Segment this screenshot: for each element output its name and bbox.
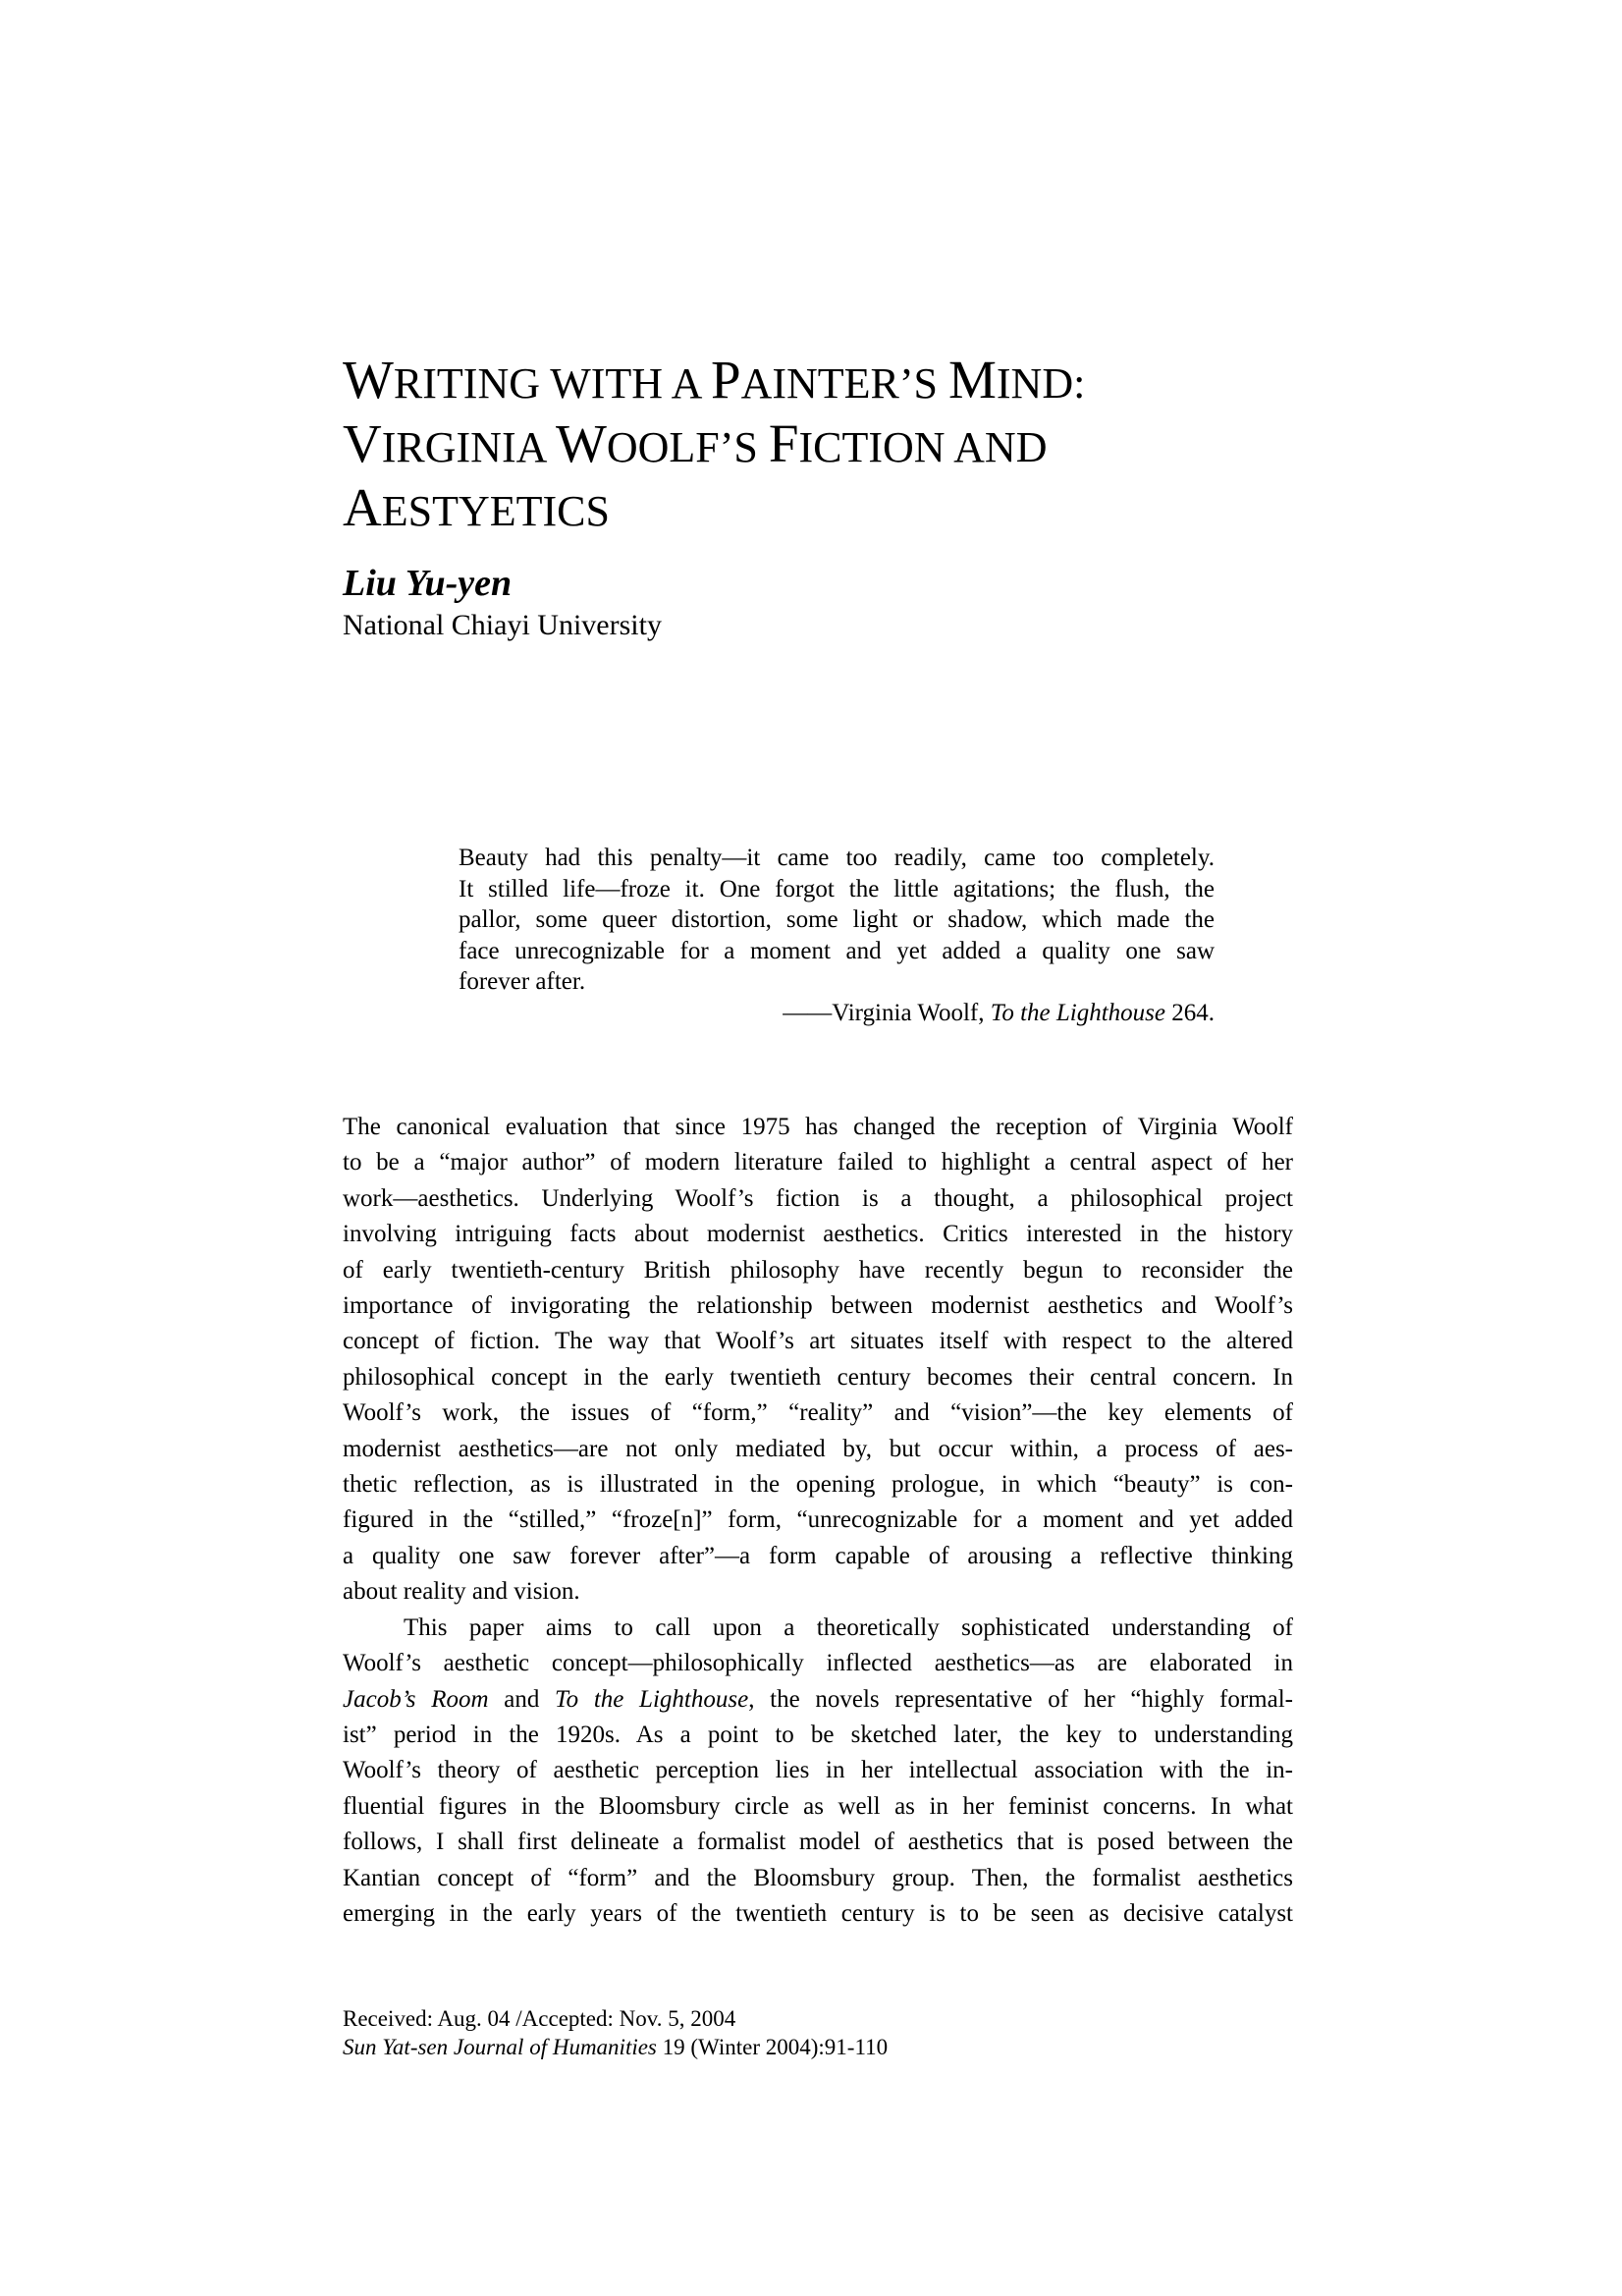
epigraph — [459, 843, 1215, 1029]
epigraph-line: forever after. — [459, 968, 586, 996]
body-line: a quality one saw forever after”—a form capable of arousing a reflective thinking — [343, 1542, 1293, 1569]
epigraph-line: face unrecognizable for a moment and yet added a quality one saw — [459, 937, 1215, 964]
author-name: Liu Yu-yen — [343, 563, 513, 604]
title-text: AINTER’S — [740, 359, 948, 408]
body-line: involving intriguing facts about modernist aesthetics. Critics interested in the history — [343, 1221, 1293, 1248]
journal-citation — [343, 2033, 888, 2061]
body-line: modernist aesthetics—are not only mediated by, but occur within, a process of aes- — [343, 1435, 1293, 1462]
body-line: Kantian concept of “form” and the Bloomsbury group. Then, the formalist aesthetics — [343, 1864, 1293, 1891]
body-line: to be a “major author” of modern literature failed to highlight a central aspect of her — [343, 1149, 1293, 1176]
title-drop-cap: A — [343, 477, 382, 537]
publication-footer — [343, 2004, 888, 2061]
title-text: ESTYETICS — [381, 487, 610, 535]
title-drop-cap: W — [555, 413, 607, 473]
body-line: thetic reflection, as is illustrated in the opening prologue, in which “beauty” is con- — [343, 1471, 1293, 1499]
novel-title: To the Lighthouse — [555, 1685, 749, 1713]
body-line: fluential figures in the Bloomsbury circle as well as in her feminist concerns. In what — [343, 1792, 1293, 1820]
body-line: This paper aims to call upon a theoretically sophisticated understanding of — [404, 1613, 1293, 1641]
paragraph-1 — [343, 1110, 1293, 1611]
body-text-fragment: , the novels representative of her “highly formal- — [748, 1685, 1293, 1713]
article-title — [343, 350, 1325, 541]
author-affiliation: National Chiayi University — [343, 609, 662, 641]
received-accepted-dates: Received: Aug. 04 /Accepted: Nov. 5, 2004 — [343, 2006, 736, 2031]
body-line: about reality and vision. — [343, 1578, 580, 1606]
attribution-book-title: To the Lighthouse — [990, 999, 1165, 1026]
body-line: emerging in the early years of the twentieth century is to be seen as decisive catalyst — [343, 1899, 1293, 1927]
epigraph-line: pallor, some queer distortion, some light or shadow, which made the — [459, 906, 1215, 934]
title-drop-cap: P — [710, 350, 741, 410]
body-line: The canonical evaluation that since 1975 has changed the reception of Virginia Woolf — [343, 1114, 1293, 1140]
body-line: follows, I shall first delineate a formalist model of aesthetics that is posed between the — [343, 1829, 1293, 1856]
title-text: OOLF’S — [606, 423, 769, 471]
epigraph-line: It stilled life—froze it. One forgot the little agitations; the flush, the — [459, 875, 1215, 902]
body-line — [343, 1682, 1293, 1718]
volume-pages: 19 (Winter 2004):91-110 — [656, 2035, 889, 2059]
body-line: Woolf’s work, the issues of “form,” “reality” and “vision”—the key elements of — [343, 1399, 1293, 1427]
body-line: importance of invigorating the relationship between modernist aesthetics and Woolf’s — [343, 1292, 1293, 1320]
body-line: figured in the “stilled,” “froze[n]” form, “unrecognizable for a moment and yet added — [343, 1506, 1293, 1534]
title-text: ICTION AND — [798, 423, 1048, 471]
body-text-fragment: and — [488, 1685, 556, 1713]
attribution-page: 264. — [1165, 999, 1215, 1026]
paragraph-2 — [343, 1611, 1293, 1933]
title-drop-cap: V — [343, 413, 382, 473]
title-line-1 — [343, 350, 1325, 413]
body-text — [343, 1110, 1293, 1932]
title-text: IRGINIA — [381, 423, 556, 471]
body-line: ist” period in the 1920s. As a point to be sketched later, the key to understanding — [343, 1721, 1293, 1748]
body-line: work—aesthetics. Underlying Woolf’s fiction is a thought, a philosophical project — [343, 1184, 1293, 1212]
title-line-2 — [343, 413, 1325, 477]
body-line: philosophical concept in the early twentieth century becomes their central concern. In — [343, 1363, 1293, 1391]
title-drop-cap: W — [343, 350, 394, 410]
body-line: concept of fiction. The way that Woolf’s art situates itself with respect to the altered — [343, 1328, 1293, 1355]
body-line: Woolf’s aesthetic concept—philosophically inflected aesthetics—as are elaborated in — [343, 1650, 1293, 1677]
epigraph-line: Beauty had this penalty—it came too readily, came too completely. — [459, 845, 1215, 871]
title-line-3 — [343, 477, 1325, 541]
title-drop-cap: F — [768, 413, 799, 473]
title-text: IND: — [996, 359, 1086, 408]
title-text: RITING WITH A — [393, 359, 711, 408]
body-line: of early twentieth-century British philosophy have recently begun to reconsider the — [343, 1256, 1293, 1284]
title-drop-cap: M — [948, 350, 997, 410]
body-line: Woolf’s theory of aesthetic perception lies in her intellectual association with the in- — [343, 1757, 1293, 1784]
journal-name: Sun Yat-sen Journal of Humanities — [343, 2035, 657, 2059]
novel-title: Jacob’s Room — [343, 1685, 489, 1713]
epigraph-attribution — [459, 998, 1215, 1029]
attribution-author: ——Virginia Woolf, — [783, 999, 991, 1026]
